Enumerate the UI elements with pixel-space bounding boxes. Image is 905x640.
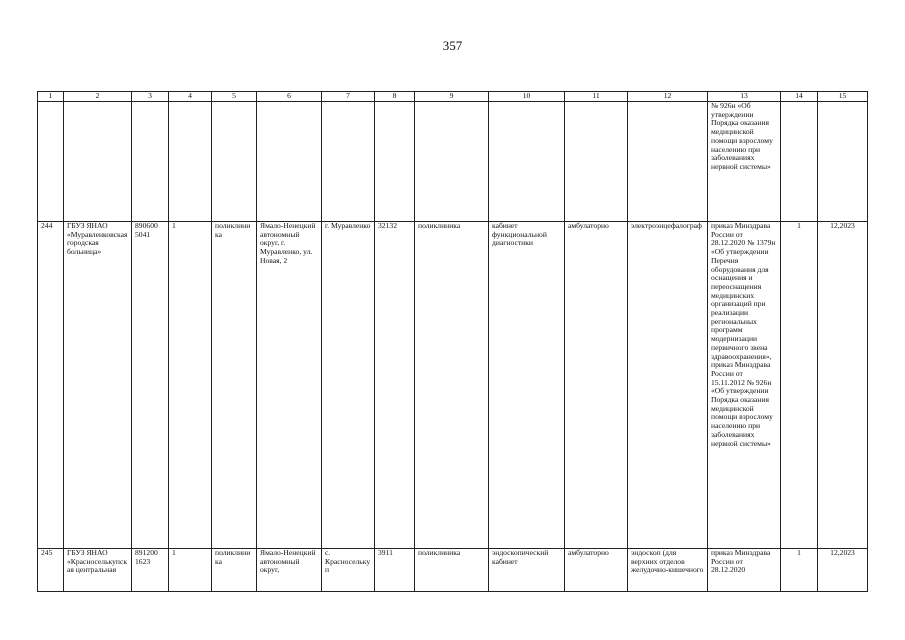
cell-organization <box>64 102 132 222</box>
column-number: 1 <box>38 92 64 102</box>
column-number: 8 <box>375 92 415 102</box>
table-row <box>38 222 868 549</box>
table-row-continuation <box>38 102 868 222</box>
cell-equipment: эндоскоп (для верхних отделов желудочно-кишечного <box>628 549 708 592</box>
column-number-row <box>38 92 868 102</box>
cell-unit-type: поликлиника <box>212 549 257 592</box>
column-number: 9 <box>415 92 489 102</box>
column-number: 7 <box>322 92 375 102</box>
cell-row-number <box>38 102 64 222</box>
column-number: 3 <box>132 92 169 102</box>
cell-address <box>257 102 322 222</box>
cell-code <box>132 102 169 222</box>
cell-address: Ямало-Ненецкий автономный округ, г. Муравленко, ул. Новая, 2 <box>257 222 322 549</box>
cell-organization: ГБУЗ ЯНАО «Красноселькупская центральная <box>64 549 132 592</box>
cell-unit-type <box>212 102 257 222</box>
column-number: 4 <box>169 92 212 102</box>
cell-locality <box>322 102 375 222</box>
cell-row-number: 245 <box>38 549 64 592</box>
cell-row-number: 244 <box>38 222 64 549</box>
cell-date: 12,2023 <box>818 222 868 549</box>
cell-care-form: амбулаторно <box>565 222 628 549</box>
cell-basis: приказ Минздрава России от 28.12.2020 № 1379н «Об утверждении Перечня оборудования для оснащения и переоснащения медицинских организаций при реализации региональных программ модернизации первичного звена здравоохранения», приказ Минздрава России от 15.11.2012 № 926н «Об утверждении Порядка оказания медицинской помощи взрослому населению при заболеваниях нервной системы» <box>708 222 781 549</box>
column-number: 15 <box>818 92 868 102</box>
column-number: 10 <box>489 92 565 102</box>
cell-col4: 1 <box>169 222 212 549</box>
table-row <box>38 549 868 592</box>
cell-col8 <box>375 102 415 222</box>
cell-unit: поликлиника <box>415 549 489 592</box>
cell-quantity: 1 <box>781 549 818 592</box>
cell-basis: приказ Минздрава России от 28.12.2020 <box>708 549 781 592</box>
cell-room: кабинет функциональной диагностики <box>489 222 565 549</box>
cell-code: 890600 5041 <box>132 222 169 549</box>
column-number: 13 <box>708 92 781 102</box>
column-number: 11 <box>565 92 628 102</box>
column-number: 5 <box>212 92 257 102</box>
cell-care-form <box>565 102 628 222</box>
cell-col8: 3911 <box>375 549 415 592</box>
page-number: 357 <box>442 38 463 53</box>
cell-date <box>818 102 868 222</box>
cell-date: 12,2023 <box>818 549 868 592</box>
column-number: 2 <box>64 92 132 102</box>
cell-room: эндоскопический кабинет <box>489 549 565 592</box>
cell-unit: поликлиника <box>415 222 489 549</box>
cell-organization: ГБУЗ ЯНАО «Муравленковская городская больница» <box>64 222 132 549</box>
column-number: 12 <box>628 92 708 102</box>
cell-address: Ямало-Ненецкий автономный округ, <box>257 549 322 592</box>
cell-equipment <box>628 102 708 222</box>
cell-code: 891200 1623 <box>132 549 169 592</box>
equipment-table <box>37 91 868 592</box>
cell-col4: 1 <box>169 549 212 592</box>
cell-unit-type: поликлиника <box>212 222 257 549</box>
column-number: 14 <box>781 92 818 102</box>
cell-quantity <box>781 102 818 222</box>
cell-quantity: 1 <box>781 222 818 549</box>
cell-locality: г. Муравленко <box>322 222 375 549</box>
cell-col4 <box>169 102 212 222</box>
cell-col8: 32132 <box>375 222 415 549</box>
cell-basis: № 926н «Об утверждении Порядка оказания медицинской помощи взрослому населению при заболеваниях нервной системы» <box>708 102 781 222</box>
column-number: 6 <box>257 92 322 102</box>
cell-equipment: электроэнцефалограф <box>628 222 708 549</box>
cell-room <box>489 102 565 222</box>
cell-care-form: амбулаторно <box>565 549 628 592</box>
cell-unit <box>415 102 489 222</box>
cell-locality: с. Красноселькуп <box>322 549 375 592</box>
